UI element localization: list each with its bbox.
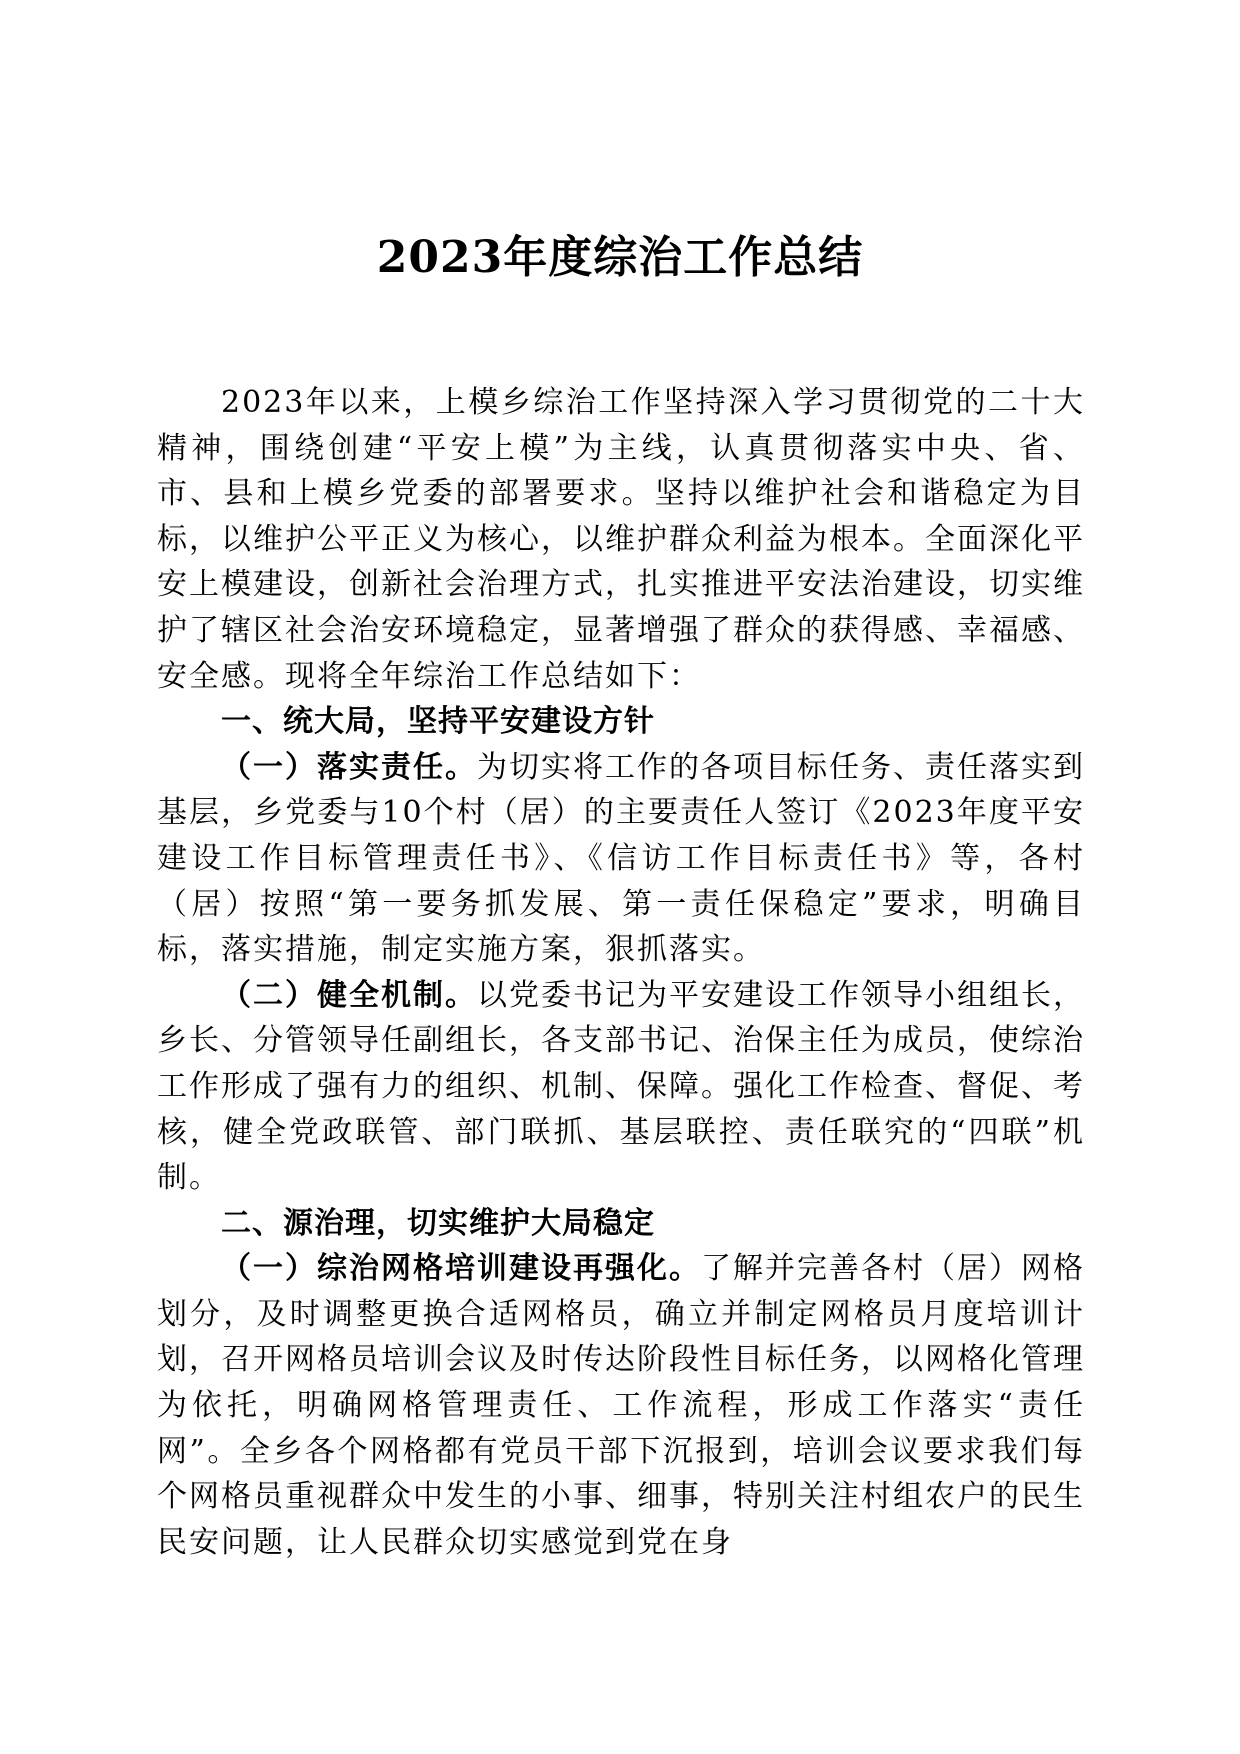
section-2-item-1 — [157, 1246, 1085, 1565]
section-1-item-1-text: 为切实将工作的各项目标任务、责任落实到基层，乡党委与10个村（居）的主要责任人签订《2023年度平安建设工作目标管理责任书》、《信访工作目标责任书》等，各村（居）按照“第一要务抓发展、第一责任保稳定”要求，明确目标，落实措施，制定实施方案，狠抓落实。 — [157, 749, 1085, 968]
section-2-item-1-text: 了解并完善各村（居）网格划分，及时调整更换合适网格员，确立并制定网格员月度培训计划，召开网格员培训会议及时传达阶段性目标任务，以网格化管理为依托，明确网格管理责任、工作流程，形成工作落实“责任网”。全乡各个网格都有党员干部下沉报到，培训会议要求我们每个网格员重视群众中发生的小事、细事，特别关注村组农户的民生民安问题，让人民群众切实感觉到党在身 — [157, 1251, 1085, 1560]
section-1-item-2-lead: （二）健全机制。 — [221, 977, 477, 1013]
intro-paragraph: 2023年以来，上模乡综治工作坚持深入学习贯彻党的二十大精神，围绕创建“平安上模”为主线，认真贯彻落实中央、省、市、县和上模乡党委的部署要求。坚持以维护社会和谐稳定为目标，以维护公平正义为核心，以维护群众利益为根本。全面深化平安上模建设，创新社会治理方式，扎实推进平安法治建设，切实维护了辖区社会治安环境稳定，显著增强了群众的获得感、幸福感、安全感。现将全年综治工作总结如下： — [157, 385, 1085, 694]
section-1-heading: 一、统大局，坚持平安建设方针 — [221, 704, 655, 740]
section-2-item-1-lead: （一）综治网格培训建设再强化。 — [221, 1251, 701, 1287]
document-body — [157, 380, 1085, 1565]
document-title: 2023年度综治工作总结 — [376, 232, 864, 283]
section-1-item-2 — [157, 973, 1085, 1201]
section-2-heading: 二、源治理，切实维护大局稳定 — [221, 1205, 655, 1241]
section-1-item-2-text: 以党委书记为平安建设工作领导小组组长，乡长、分管领导任副组长，各支部书记、治保主任为成员，使综治工作形成了强有力的组织、机制、保障。强化工作检查、督促、考核，健全党政联管、部门联抓、基层联控、责任联究的“四联”机制。 — [157, 977, 1085, 1196]
section-1-item-1 — [157, 745, 1085, 973]
section-1-item-1-lead: （一）落实责任。 — [221, 749, 477, 785]
